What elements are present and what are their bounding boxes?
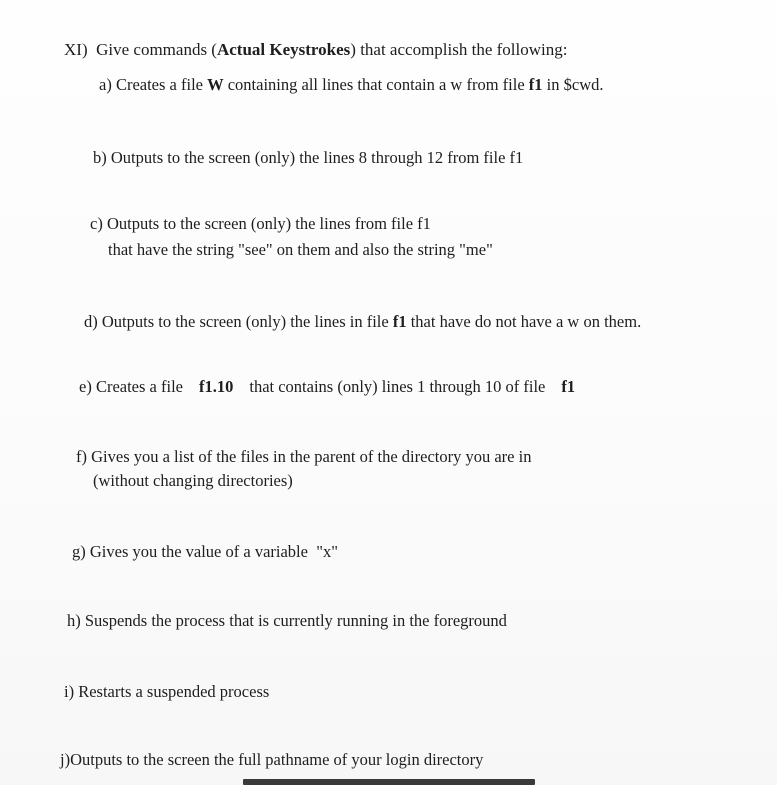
question-d-filename: f1: [392, 312, 407, 331]
question-e-text-mid: that contains (only) lines 1 through 10 of file: [249, 377, 546, 396]
question-e: [79, 377, 575, 397]
question-a-text-mid: containing all lines that contain a w from file: [223, 75, 529, 94]
question-a-text: a) Creates a file: [99, 75, 208, 94]
question-i-text: i) Restarts a suspended process: [64, 682, 270, 701]
question-j: [60, 750, 483, 770]
question-b-text: b) Outputs to the screen (only) the lines 8 through 12 from file f1: [93, 148, 524, 167]
question-f-line1: [76, 447, 531, 467]
question-a-filename: W: [207, 75, 224, 94]
question-f-text: f) Gives you a list of the files in the parent of the directory you are in: [76, 447, 532, 466]
question-g-text: g) Gives you the value of a variable "x": [72, 542, 338, 561]
question-d-text-end: that have do not have a w on them.: [406, 312, 642, 331]
heading-text: Give commands (: [96, 40, 217, 59]
question-i: [64, 682, 269, 702]
question-c-line2: [108, 240, 493, 260]
question-d: [84, 312, 641, 332]
question-h: [67, 611, 507, 631]
heading-bold-text: Actual Keystrokes: [216, 40, 351, 59]
question-a-source-file: f1: [528, 75, 543, 94]
question-g: [72, 542, 338, 562]
question-e-text: e) Creates a file: [79, 377, 183, 396]
section-heading: [64, 40, 567, 60]
heading-text-end: ) that accomplish the following:: [350, 40, 568, 59]
question-e-source-file: f1: [561, 377, 576, 396]
question-a: [99, 75, 603, 95]
question-e-filename: f1.10: [198, 377, 234, 396]
section-number: XI): [64, 40, 88, 59]
question-b: [93, 148, 523, 168]
question-j-text: j)Outputs to the screen the full pathname of your login directory: [60, 750, 484, 769]
question-f-text-cont: (without changing directories): [93, 471, 293, 490]
question-a-text-end: in $cwd.: [542, 75, 604, 94]
question-c-text-cont: that have the string "see" on them and also the string "me": [108, 240, 493, 259]
bottom-edge-bar: [243, 779, 535, 785]
question-c-text: c) Outputs to the screen (only) the lines from file f1: [90, 214, 431, 233]
question-f-line2: [93, 471, 293, 491]
question-c-line1: [90, 214, 431, 234]
question-d-text: d) Outputs to the screen (only) the lines in file: [84, 312, 393, 331]
question-h-text: h) Suspends the process that is currently running in the foreground: [67, 611, 507, 630]
